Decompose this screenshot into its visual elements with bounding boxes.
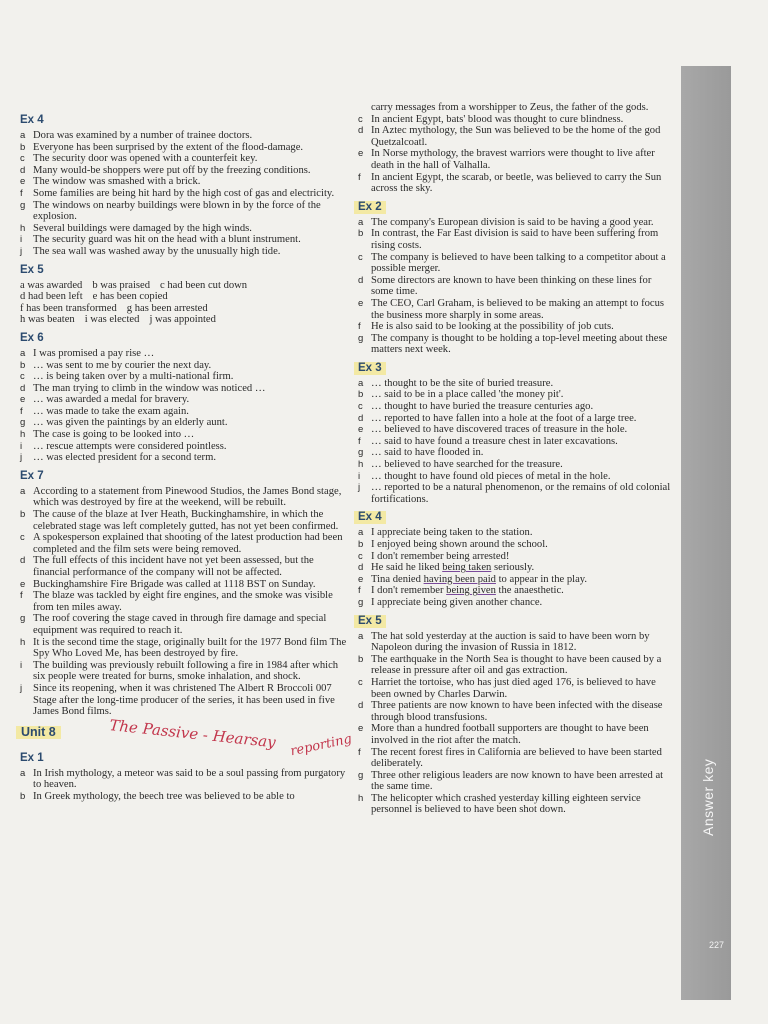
unit-label: Unit 8 <box>16 726 61 740</box>
list-item: b In Greek mythology, the beech tree was believed to be able to <box>20 790 295 802</box>
r-ex2-heading: Ex 2 <box>354 201 386 214</box>
list-item: j … was elected president for a second term. <box>20 452 216 464</box>
list-item: e The CEO, Carl Graham, is believed to be making an attempt to focus the business more sharply in some areas. <box>358 297 665 321</box>
list-item: h The case is going to be looked into … <box>20 429 195 441</box>
ex5-heading: Ex 5 <box>20 263 44 276</box>
list-item: i … thought to have found old pieces of metal in the hole. <box>358 470 611 482</box>
list-item: g The windows on nearby buildings were blown in by the force of the explosion. <box>20 199 321 223</box>
list-item: j The sea wall was washed away by the unusually high tide. <box>20 245 281 257</box>
list-item: a Dora was examined by a number of trainee doctors. <box>20 130 253 141</box>
list-item: h The helicopter which crashed yesterday killing eighteen service personnel is believed to have been shot down. <box>358 792 641 816</box>
list-item: b I enjoyed being shown around the school. <box>358 539 548 550</box>
list-item: a The company's European division is said to be having a good year. <box>358 216 654 228</box>
list-item: j … reported to be a natural phenomenon, or the remains of old colonial fortifications. <box>358 482 671 505</box>
list-item: c … is being taken over by a multi-national firm. <box>20 371 234 383</box>
ex7-list <box>20 486 350 718</box>
list-item: a I was promised a pay rise … <box>20 347 155 359</box>
page-number: 227 <box>709 940 725 950</box>
list-item: carry messages from a worshipper to Zeus, the father of the gods. <box>371 102 649 113</box>
list-row: a was awarded b was praised c had been cut down <box>20 279 248 291</box>
list-item: j Since its reopening, when it was christened The Albert R Broccoli 007 Stage after the long-time producer of the series, it has been used in five James Bond films. <box>20 682 335 718</box>
handwritten-note-2: reporting <box>289 731 354 760</box>
list-item: i The building was previously rebuilt following a fire in 1984 after which six people were treated for burns, smoke inhalation, and shock. <box>20 659 339 683</box>
list-item: a I appreciate being taken to the station. <box>358 527 533 539</box>
list-item: f … was made to take the exam again. <box>20 405 189 417</box>
list-item: f Some families are being hit hard by the high cost of gas and electricity. <box>20 187 335 199</box>
list-item: f The recent forest fires in California are believed to have been started deliberately. <box>358 746 662 770</box>
unit8-ex1-heading: Ex 1 <box>20 751 44 764</box>
list-item: e More than a hundred football supporters are thought to have been involved in the riot after the match. <box>358 723 649 746</box>
list-item: e … believed to have discovered traces of treasure in the hole. <box>358 424 628 436</box>
ex4-list <box>20 130 350 258</box>
list-item: e Tina denied having been paid to appear in the play. <box>358 573 588 585</box>
list-item: d … reported to have fallen into a hole at the foot of a large tree. <box>358 412 637 424</box>
list-item: b … said to be in a place called 'the money pit'. <box>358 389 564 401</box>
list-item: g I appreciate being given another chance. <box>358 596 543 608</box>
list-item: h Several buildings were damaged by the high winds. <box>20 222 252 234</box>
r-ex4-list <box>358 527 676 608</box>
list-item: f He is also said to be looking at the possibility of job cuts. <box>358 321 614 333</box>
list-item: f In ancient Egypt, the scarab, or beetle, was believed to carry the Sun across the sky. <box>358 171 662 195</box>
list-item: c The security door was opened with a counterfeit key. <box>20 153 258 165</box>
list-item: h It is the second time the stage, originally built for the 1977 Bond film The Spy Who Loved Me, has been destroyed by fire. <box>20 636 347 660</box>
r-ex4-heading: Ex 4 <box>354 511 386 524</box>
list-item: c … thought to have buried the treasure centuries ago. <box>358 401 594 413</box>
list-item: d Many would-be shoppers were put off by the freezing conditions. <box>20 164 311 176</box>
list-item: b … was sent to me by courier the next day. <box>20 359 212 371</box>
list-item: g Three other religious leaders are now known to have been arrested at the same time. <box>358 769 664 793</box>
list-item: d Three patients are now known to have been infected with the disease through blood transfusions. <box>358 700 663 723</box>
list-item: c Harriet the tortoise, who has just died aged 176, is believed to have been owned by Charles Darwin. <box>358 676 656 700</box>
list-row: d had been left e has been copied <box>20 291 168 303</box>
list-item: b The earthquake in the North Sea is thought to have been caused by a release in pressure after oil and gas extraction. <box>358 653 662 677</box>
list-item: f I don't remember being given the anaesthetic. <box>358 585 564 597</box>
list-row: f has been transformed g has been arrested <box>20 302 208 314</box>
ex5-list <box>20 280 350 326</box>
left-column <box>20 108 354 803</box>
list-item: a According to a statement from Pinewood Studios, the James Bond stage, which was destroyed by fire at the weekend, will be rebuilt. <box>20 485 342 509</box>
r-ex3-heading: Ex 3 <box>354 362 386 375</box>
r-ex5-list <box>358 631 676 817</box>
list-item: g … was given the paintings by an elderly aunt. <box>20 417 228 429</box>
ex6-list <box>20 348 350 464</box>
handwritten-note: The Passive - Hearsay <box>108 715 277 752</box>
list-item: e The window was smashed with a brick. <box>20 176 201 188</box>
list-item: i … rescue attempts were considered pointless. <box>20 440 227 452</box>
ex6-heading: Ex 6 <box>20 331 44 344</box>
list-item: b Everyone has been surprised by the extent of the flood-damage. <box>20 141 304 153</box>
list-item: d The man trying to climb in the window was noticed … <box>20 382 266 394</box>
list-item: d The full effects of this incident have not yet been assessed, but the financial performance of the company will not be affected. <box>20 555 314 578</box>
list-item: a In Irish mythology, a meteor was said to be a soul passing from purgatory to heaven. <box>20 767 346 791</box>
r-ex2-list <box>358 217 676 356</box>
list-item: d Some directors are known to have been thinking on these lines for some time. <box>358 274 652 298</box>
answer-key-sidebar <box>681 66 731 1000</box>
r-ex5-heading: Ex 5 <box>354 615 386 628</box>
list-item: a The hat sold yesterday at the auction is said to have been worn by Napoleon during the invasion of Russia in 1812. <box>358 630 650 654</box>
list-item: c The company is believed to have been talking to a competitor about a possible merger. <box>358 251 666 275</box>
list-item: f The blaze was tackled by eight fire engines, and the smoke was visible from ten miles away. <box>20 590 333 613</box>
list-item: d He said he liked being taken seriously. <box>358 562 535 574</box>
list-item: h … believed to have searched for the treasure. <box>358 459 563 471</box>
list-item: g The roof covering the stage caved in through fire damage and special equipment was required to reach it. <box>20 613 327 636</box>
list-item: f … said to have found a treasure chest in later excavations. <box>358 435 618 447</box>
list-item: i The security guard was hit on the head with a blunt instrument. <box>20 234 301 246</box>
list-item: g … said to have flooded in. <box>358 447 484 459</box>
unit8-ex1-continued <box>358 102 676 195</box>
list-item: e … was awarded a medal for bravery. <box>20 394 190 406</box>
ex4-heading: Ex 4 <box>20 114 44 126</box>
list-row: h was beaten i was elected j was appointed <box>20 314 216 326</box>
list-item: e In Norse mythology, the bravest warriors were thought to live after death in the hall of Valhalla. <box>358 148 655 171</box>
list-item: b In contrast, the Far East division is said to have been suffering from rising costs. <box>358 228 659 251</box>
list-item: c I don't remember being arrested! <box>358 550 510 562</box>
unit8-ex1-list <box>20 768 350 803</box>
ex7-heading: Ex 7 <box>20 469 44 482</box>
list-item: d In Aztec mythology, the Sun was believed to be the home of the god Quetzalcoatl. <box>358 125 661 148</box>
list-item: b The cause of the blaze at Iver Heath, Buckinghamshire, in which the celebrated stage was left completely gutted, has not yet been confirmed. <box>20 509 339 532</box>
list-item: c A spokesperson explained that shooting of the latest production had been completed and the film sets were being removed. <box>20 532 343 555</box>
list-item: g The company is thought to be holding a top-level meeting about these matters next week. <box>358 332 668 356</box>
right-column <box>358 102 676 816</box>
sidebar-label: Answer key <box>700 758 716 836</box>
list-item: e Buckinghamshire Fire Brigade was called at 1118 BST on Sunday. <box>20 578 316 590</box>
list-item: c In ancient Egypt, bats' blood was thought to cure blindness. <box>358 113 624 125</box>
list-item: a … thought to be the site of buried treasure. <box>358 377 554 389</box>
r-ex3-list <box>358 378 676 506</box>
